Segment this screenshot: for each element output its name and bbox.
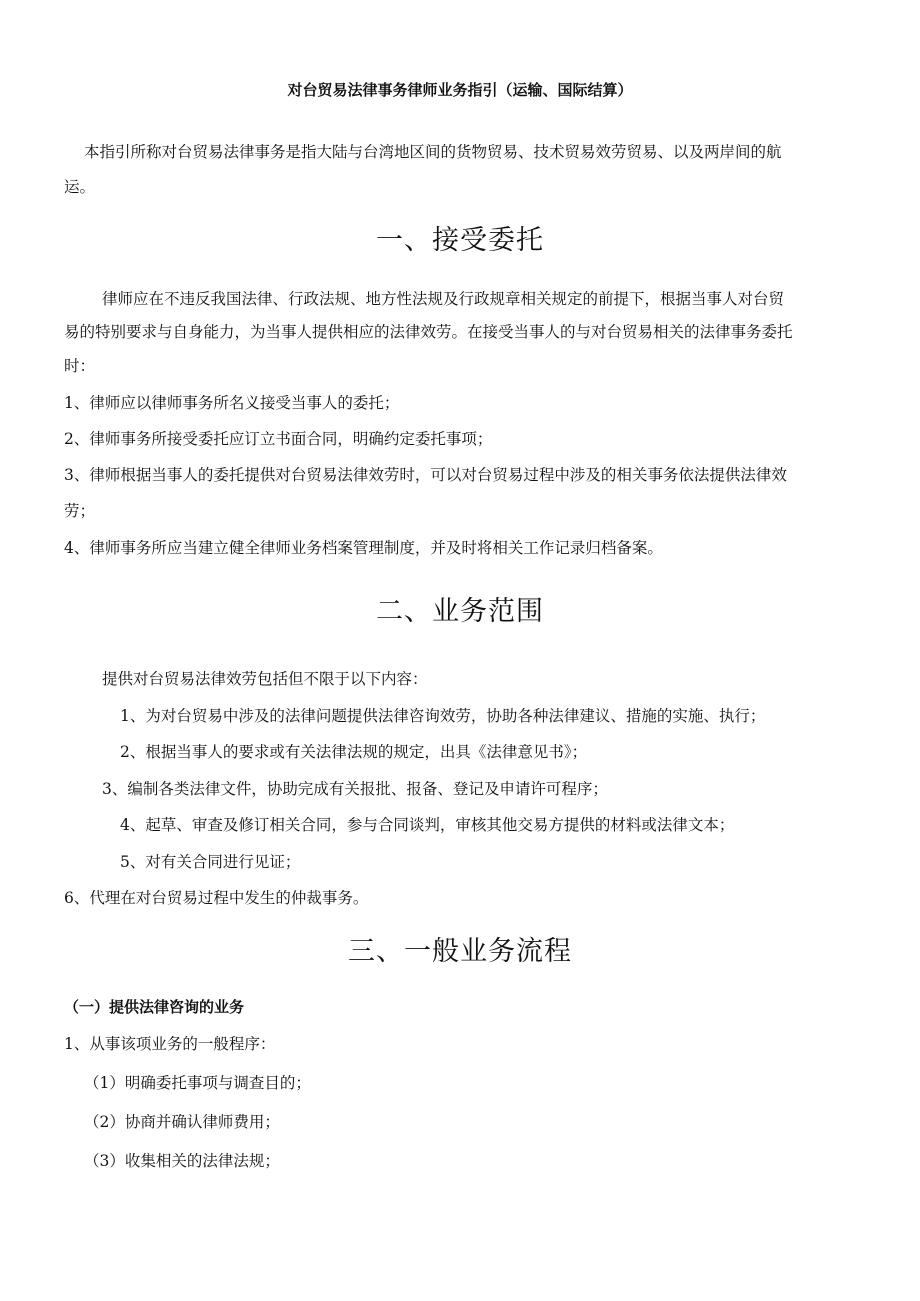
section-1-item-1: 1、律师应以律师事务所名义接受当事人的委托； — [64, 394, 400, 412]
section-1-item-2: 2、律师事务所接受委托应订立书面合同，明确约定委托事项； — [64, 430, 493, 448]
section-1-para-line-3: 时： — [64, 357, 96, 375]
section-3-step-1: （1）明确委托事项与调查目的； — [84, 1074, 311, 1092]
section-1-para-line-1: 律师应在不违反我国法律、行政法规、地方性法规及行政规章相关规定的前提下，根据当事人对台贸 — [102, 290, 785, 308]
section-3-heading: 三、一般业务流程 — [348, 936, 572, 967]
section-1-heading: 一、接受委托 — [376, 225, 544, 256]
section-2-item-4: 4、起草、审查及修订相关合同，参与合同谈判，审核其他交易方提供的材料或法律文本； — [120, 816, 735, 834]
section-1-item-3-line-2: 劳； — [64, 502, 96, 520]
intro-line-2: 运。 — [64, 178, 96, 196]
section-2-lead: 提供对台贸易法律效劳包括但不限于以下内容： — [102, 670, 428, 688]
section-3-step-2: （2）协商并确认律师费用； — [84, 1113, 280, 1131]
section-2-item-1: 1、为对台贸易中涉及的法律问题提供法律咨询效劳，协助各种法律建议、措施的实施、执行； — [120, 707, 766, 725]
section-2-item-3: 3、编制各类法律文件，协助完成有关报批、报备、登记及申请许可程序； — [102, 780, 608, 798]
document-title: 对台贸易法律事务律师业务指引（运输、国际结算） — [287, 81, 633, 99]
section-2-item-6: 6、代理在对台贸易过程中发生的仲裁事务。 — [64, 889, 369, 907]
section-2-heading: 二、业务范围 — [376, 596, 544, 627]
section-3-subheading-1: （一）提供法律咨询的业务 — [64, 998, 245, 1016]
section-1-item-4: 4、律师事务所应当建立健全律师业务档案管理制度，并及时将相关工作记录归档备案。 — [64, 539, 663, 557]
section-2-item-2: 2、根据当事人的要求或有关法律法规的规定，出具《法律意见书》； — [120, 743, 588, 761]
section-1-item-3-line-1: 3、律师根据当事人的委托提供对台贸易法律效劳时，可以对台贸易过程中涉及的相关事务依法提供法律效 — [64, 466, 787, 484]
section-1-para-line-2: 易的特别要求与自身能力，为当事人提供相应的法律效劳。在接受当事人的与对台贸易相关的法律事务委托 — [64, 323, 793, 341]
section-3-step-3: （3）收集相关的法律法规； — [84, 1152, 280, 1170]
section-2-item-5: 5、对有关合同进行见证； — [120, 853, 301, 871]
section-3-item-1: 1、从事该项业务的一般程序： — [64, 1035, 276, 1053]
intro-line-1: 本指引所称对台贸易法律事务是指大陆与台湾地区间的货物贸易、技术贸易效劳贸易、以及两岸间的航 — [84, 143, 782, 161]
